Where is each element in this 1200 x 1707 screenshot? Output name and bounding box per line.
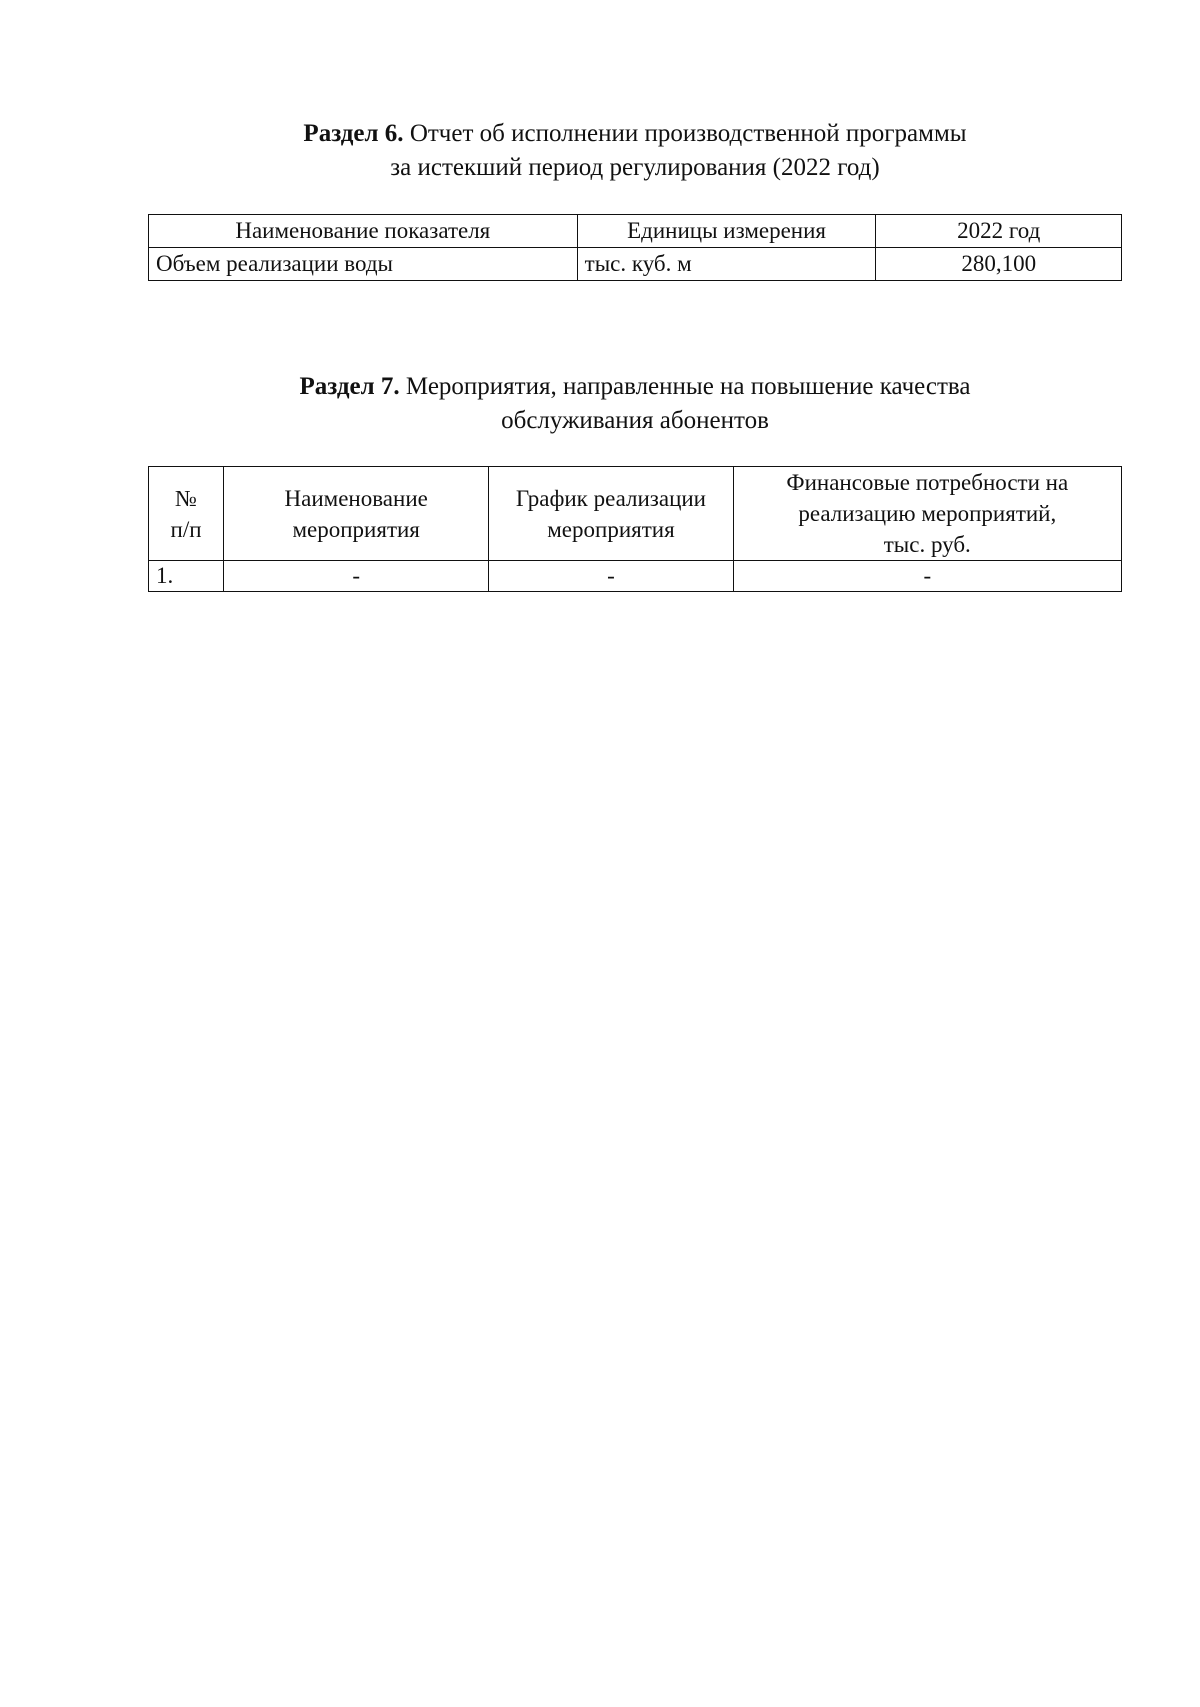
cell-indicator-name: Объем реализации воды xyxy=(149,248,578,281)
header-financial-line-1: Финансовые потребности на xyxy=(786,470,1069,495)
cell-schedule: - xyxy=(489,561,733,592)
table-row xyxy=(149,248,1122,281)
cell-event-name: - xyxy=(224,561,489,592)
header-number xyxy=(149,467,224,561)
header-unit: Единицы измерения xyxy=(577,215,876,248)
section-7-title xyxy=(148,370,1122,438)
cell-number: 1. xyxy=(149,561,224,592)
header-year: 2022 год xyxy=(876,215,1122,248)
section-6-title-text: Отчет об исполнении производственной программы xyxy=(409,120,967,147)
table-header-row xyxy=(149,215,1122,248)
table-header-row xyxy=(149,467,1122,561)
header-financial-line-3: тыс. руб. xyxy=(883,532,971,557)
section-7-title-text: Мероприятия, направленные на повышение качества xyxy=(405,373,971,400)
header-event-name-line-2: мероприятия xyxy=(292,516,420,542)
header-financial-needs xyxy=(733,467,1121,561)
header-event-name-line-1: Наименование xyxy=(284,485,428,511)
section-6-title-line-1 xyxy=(148,117,1122,151)
cell-financial-needs: - xyxy=(733,561,1121,592)
header-schedule xyxy=(489,467,733,561)
section-6-title-line-2: за истекший период регулирования (2022 год) xyxy=(390,154,880,181)
header-schedule-line-1: График реализации xyxy=(515,485,706,511)
header-number-line-1: № xyxy=(175,485,197,511)
section-6-title xyxy=(148,117,1122,185)
header-indicator-name: Наименование показателя xyxy=(149,215,578,248)
section-7-title-line-2: обслуживания абонентов xyxy=(501,407,769,434)
section-6-lead: Раздел 6. xyxy=(303,120,404,147)
header-schedule-line-2: мероприятия xyxy=(547,516,675,542)
section-6-table xyxy=(148,214,1122,281)
cell-unit: тыс. куб. м xyxy=(577,248,876,281)
section-7-table xyxy=(148,466,1122,592)
header-number-line-2: п/п xyxy=(170,516,202,542)
section-7-lead: Раздел 7. xyxy=(299,373,400,400)
cell-value: 280,100 xyxy=(876,248,1122,281)
header-financial-line-2: реализацию мероприятий, xyxy=(798,501,1057,526)
section-7-title-line-1 xyxy=(148,370,1122,404)
table-row xyxy=(149,561,1122,592)
header-event-name xyxy=(224,467,489,561)
